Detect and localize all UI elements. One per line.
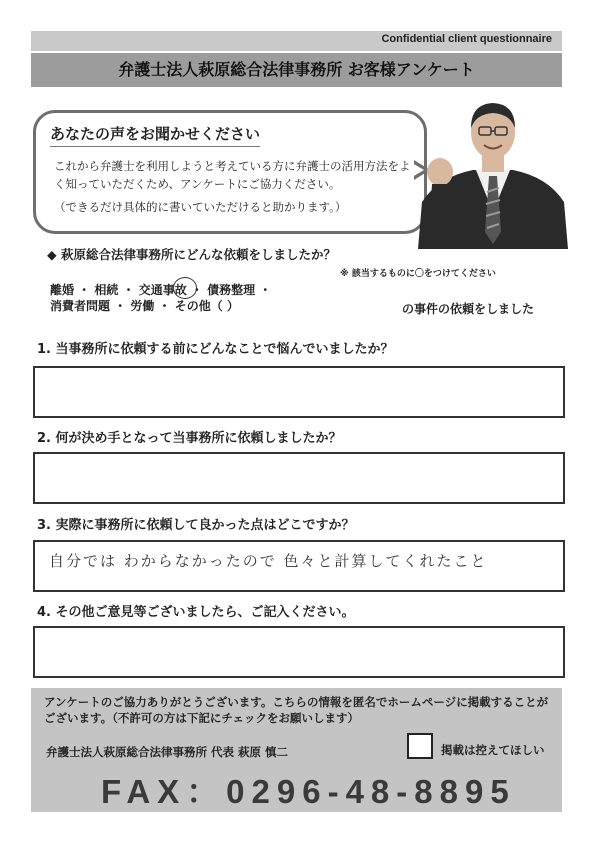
fax-number: FAX：0296-48-8895 — [101, 773, 516, 810]
confidential-label: Confidential client questionnaire — [381, 33, 552, 45]
answer-box-4[interactable] — [33, 626, 565, 678]
answer-box-2[interactable] — [33, 452, 565, 504]
question-4: 4. その他ご意見等ございましたら、ご記入ください。 — [37, 605, 355, 620]
question-3: 3. 実際に事務所に依頼して良かった点はどこですか？ — [37, 518, 355, 533]
answer-box-1[interactable] — [33, 366, 565, 418]
bubble-note: （できるだけ具体的に書いていただけると助かります。） — [54, 200, 347, 214]
bubble-body: これから弁護士を利用しようと考えている方に弁護士の活用方法をよく知っていただくため、アンケートにご協力ください。 — [54, 159, 411, 191]
footer-panel — [31, 688, 562, 812]
intro-bubble — [33, 110, 427, 234]
answer-3-text: 自分では わからなかったので 色々と計算してくれたこと — [49, 552, 488, 570]
answer-box-3[interactable] — [33, 540, 565, 592]
case-type-options-1: 離婚 ・ 相続 ・ 交通事故 ・ 債務整理 ・ — [50, 283, 272, 297]
page-title: 弁護士法人萩原総合法律事務所 お客様アンケート — [118, 60, 475, 79]
confidential-bar — [31, 31, 562, 51]
case-type-note: ※ 該当するものに〇をつけてください — [340, 269, 496, 279]
title-bar — [31, 53, 562, 87]
no-publish-checkbox[interactable] — [407, 733, 433, 759]
case-type-question: ◆ 萩原総合法律事務所にどんな依頼をしましたか？ — [47, 247, 336, 262]
lawyer-portrait — [418, 92, 568, 249]
footer-message: アンケートのご協力ありがとうございます。こちらの情報を匿名でホームページに掲載することがございます。（不許可の方は下記にチェックをお願いします） — [44, 695, 549, 725]
no-publish-label: 掲載は控えてほしい — [441, 743, 545, 757]
case-type-suffix: の事件の依頼をしました — [402, 302, 535, 316]
bubble-heading: あなたの声をお聞かせください — [50, 123, 260, 147]
question-1: 1. 当事務所に依頼する前にどんなことで悩んでいましたか？ — [37, 342, 394, 357]
case-type-options-2: 消費者問題 ・ 労働 ・ その他（ ） — [50, 299, 239, 313]
question-2: 2. 何が決め手となって当事務所に依頼しましたか？ — [37, 431, 342, 446]
firm-representative: 弁護士法人萩原総合法律事務所 代表 萩原 慎二 — [46, 745, 289, 759]
selected-option-circle — [173, 277, 197, 299]
